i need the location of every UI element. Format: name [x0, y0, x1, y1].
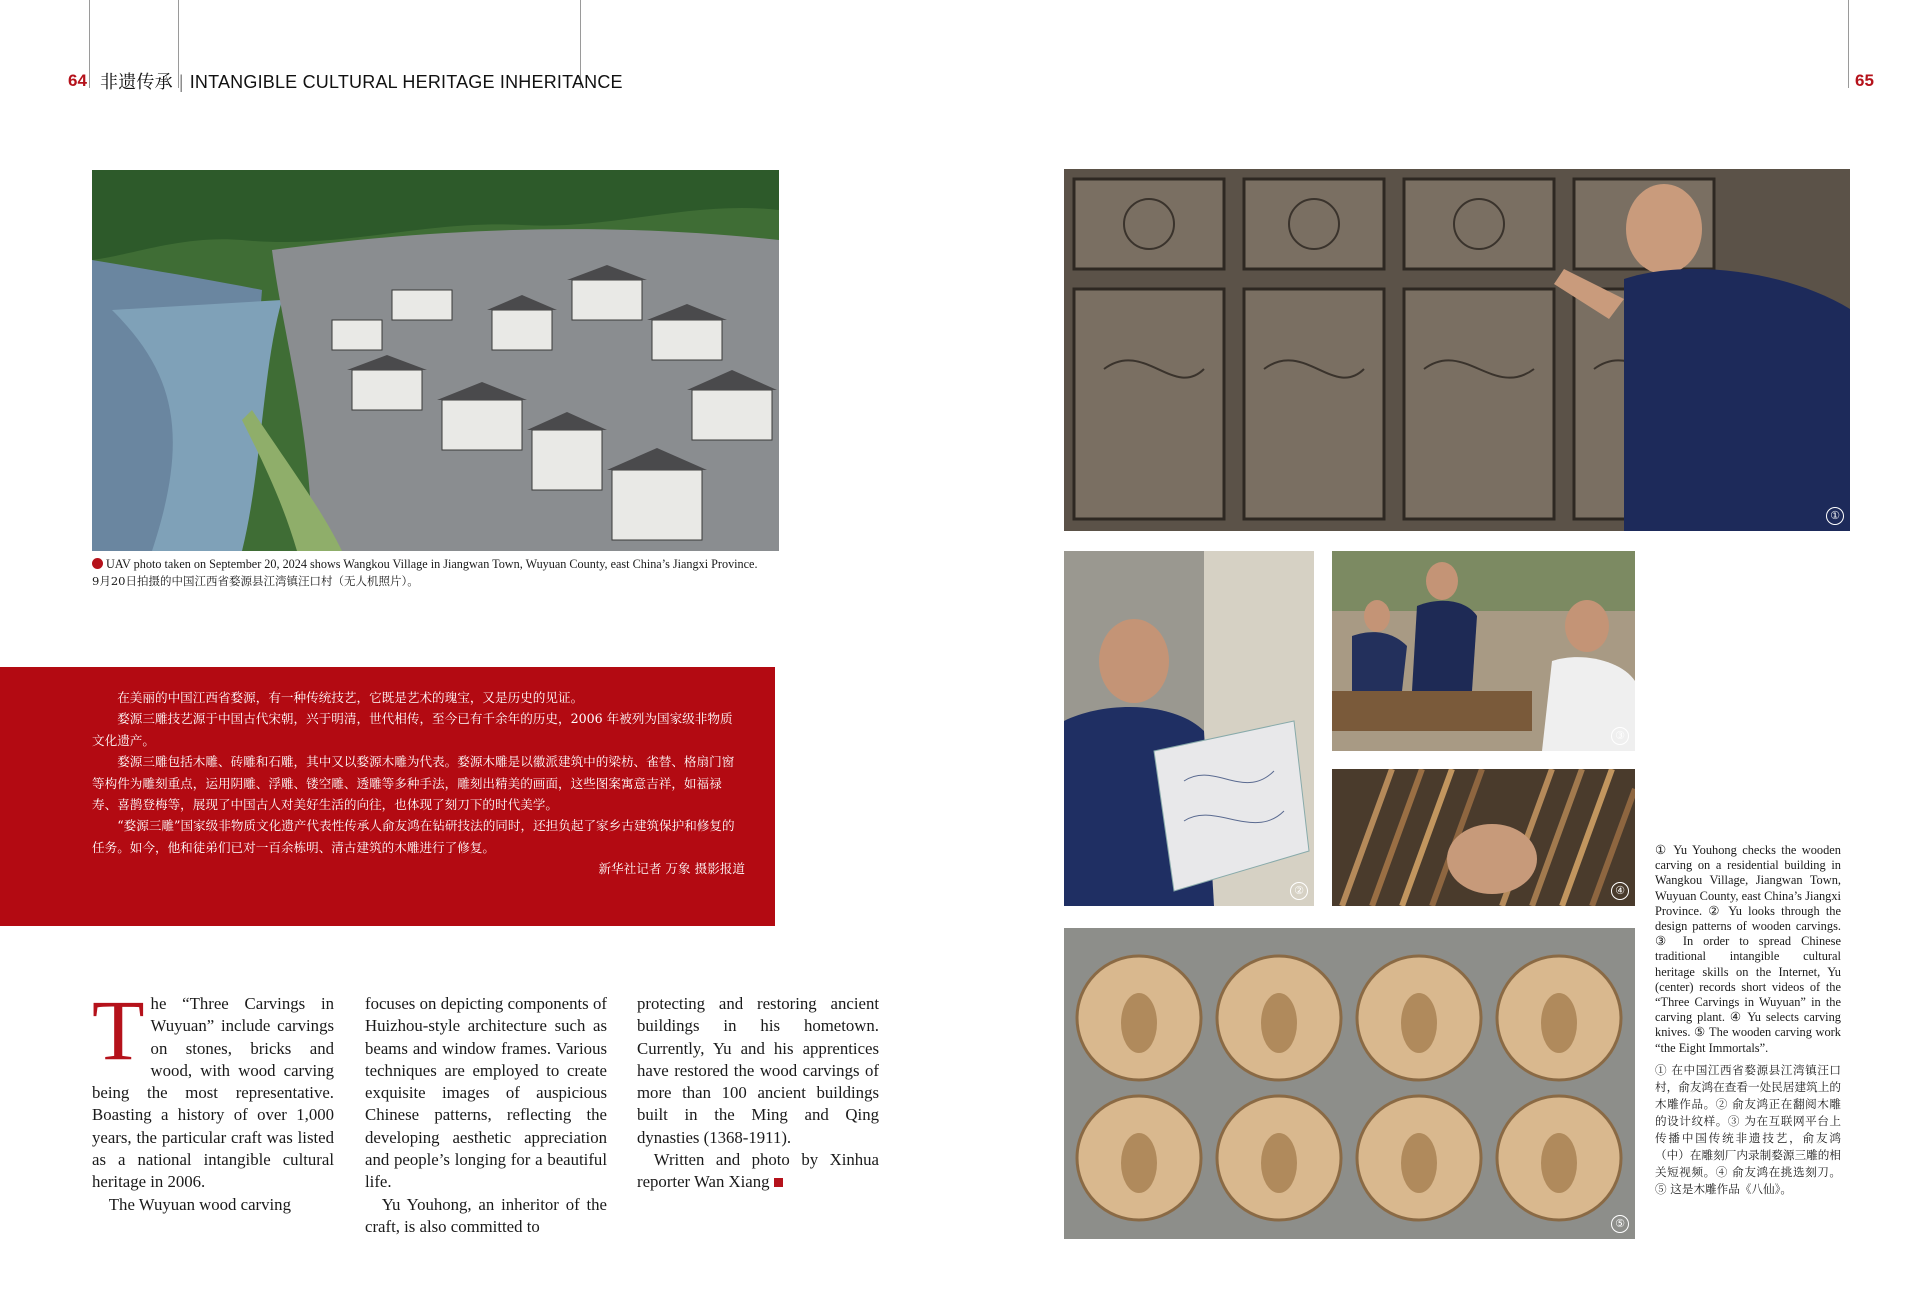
- chinese-intro-box: [0, 667, 775, 926]
- village-aerial-photo: [92, 170, 779, 551]
- top-photo-caption-zh: 9月20日拍摄的中国江西省婺源县江湾镇汪口村（无人机照片）。: [92, 574, 419, 588]
- photo-door-carving: [1064, 169, 1850, 531]
- left-page-number: 64: [68, 71, 87, 90]
- photo-recording-video: [1332, 551, 1635, 751]
- top-photo-caption-en: UAV photo taken on September 20, 2024 shows Wangkou Village in Jiangwan Town, Wuyuan County, east China’s Jiangxi Province.: [106, 557, 758, 571]
- intro-paragraph: 婺源三雕技艺源于中国古代宋朝，兴于明清，世代相传，至今已有千余年的历史，2006 年被列为国家级非物质文化遗产。: [92, 711, 733, 748]
- photo-badge-1: ①: [1826, 507, 1844, 525]
- section-title-zh: 非遗传承: [100, 72, 173, 92]
- photo-design-patterns: [1064, 551, 1314, 906]
- intro-paragraph: 在美丽的中国江西省婺源，有一种传统技艺，它既是艺术的瑰宝，又是历史的见证。: [117, 690, 584, 705]
- top-photo-caption: [92, 557, 774, 589]
- xinhua-logo-icon: [92, 558, 103, 569]
- header-rule-right: [1848, 0, 1849, 88]
- photo-badge-4: ④: [1611, 882, 1629, 900]
- article-column-1: [92, 982, 334, 1216]
- photo-badge-5: ⑤: [1611, 1215, 1629, 1233]
- drop-cap: T: [92, 982, 145, 1078]
- intro-paragraph: 婺源三雕包括木雕、砖雕和石雕，其中又以婺源木雕为代表。婺源木雕是以徽派建筑中的梁枋、雀替、格扇门窗等构件为雕刻重点，运用阴雕、浮雕、镂空雕、透雕等多种手法，雕刻出精美的画面，这些图案寓意吉祥，如福禄寿、喜鹊登梅等，展现了中国古人对美好生活的向往，也体现了刻刀下的时代美学。: [92, 754, 735, 813]
- photo-carving-knives: [1332, 769, 1635, 906]
- right-page-number: 65: [1855, 71, 1874, 90]
- photo-badge-3: ③: [1611, 727, 1629, 745]
- section-title-en: INTANGIBLE CULTURAL HERITAGE INHERITANCE: [189, 72, 623, 92]
- photo-eight-immortals: [1064, 928, 1635, 1239]
- article-text: focuses on depicting components of Huizhou-style architecture such as beams and window frames. Various techniques are employed to create exquisite images of auspicious Chinese patterns, reflecting the developing aesthetic appreciation and people’s longing for a beautiful life.: [365, 994, 607, 1192]
- article-text: Yu Youhong, an inheritor of the craft, is also committed to: [365, 1194, 607, 1236]
- intro-paragraph: “婺源三雕”国家级非物质文化遗产代表性传承人俞友鸿在钻研技法的同时，还担负起了家乡古建筑保护和修复的任务。如今，他和徒弟们已对一百余栋明、清古建筑的木雕进行了修复。: [92, 818, 735, 855]
- article-column-2: [365, 993, 607, 1238]
- article-text: protecting and restoring ancient buildings in his hometown. Currently, Yu and his apprentices have restored the wood carvings of more than 100 ancient buildings built in the Ming and Qing dynasties (1368-1911).: [637, 994, 879, 1147]
- header-rule-left: [89, 0, 90, 88]
- photo-captions-en: ① Yu Youhong checks the wooden carving on a residential building in Wangkou Village, Jiangwan Town, Wuyuan County, east China’s Jiangxi Province. ② Yu looks through the design patterns of wooden carvings. ③ In order to spread Chinese traditional intangible cultural heritage skills on the Internet, Yu (center) records short videos of the “Three Carvings in Wuyuan” in the carving plant. ④ Yu selects carving knives. ⑤ The wooden carving work “the Eight Immortals”.: [1655, 843, 1841, 1055]
- photo-badge-2: ②: [1290, 882, 1308, 900]
- photo-captions-zh: ① 在中国江西省婺源县江湾镇汪口村，俞友鸿在查看一处民居建筑上的木雕作品。② 俞友鸿正在翻阅木雕的设计纹样。③ 为在互联网平台上传播中国传统非遗技艺，俞友鸿（中）在雕刻厂内录制婺源三雕的相关短视频。④ 俞友鸿在挑选刻刀。⑤ 这是木雕作品《八仙》。: [1655, 1062, 1841, 1196]
- article-column-3: [637, 993, 879, 1194]
- article-credit: Written and photo by Xinhua reporter Wan Xiang: [637, 1150, 879, 1192]
- article-text: he “Three Carvings in Wuyuan” include carvings on stones, bricks and wood, with wood carving being the most representative. Boasting a history of over 1,000 years, the particular craft was listed as a national intangible cultural heritage in 2006.: [92, 994, 334, 1192]
- article-text: The Wuyuan wood carving: [108, 1194, 291, 1214]
- section-title: 非遗传承 | INTANGIBLE CULTURAL HERITAGE INHERITANCE: [100, 72, 623, 92]
- end-mark-icon: [774, 1178, 783, 1187]
- intro-byline: 新华社记者 万象 摄影报道: [598, 861, 745, 877]
- photo-captions: [1655, 843, 1841, 1198]
